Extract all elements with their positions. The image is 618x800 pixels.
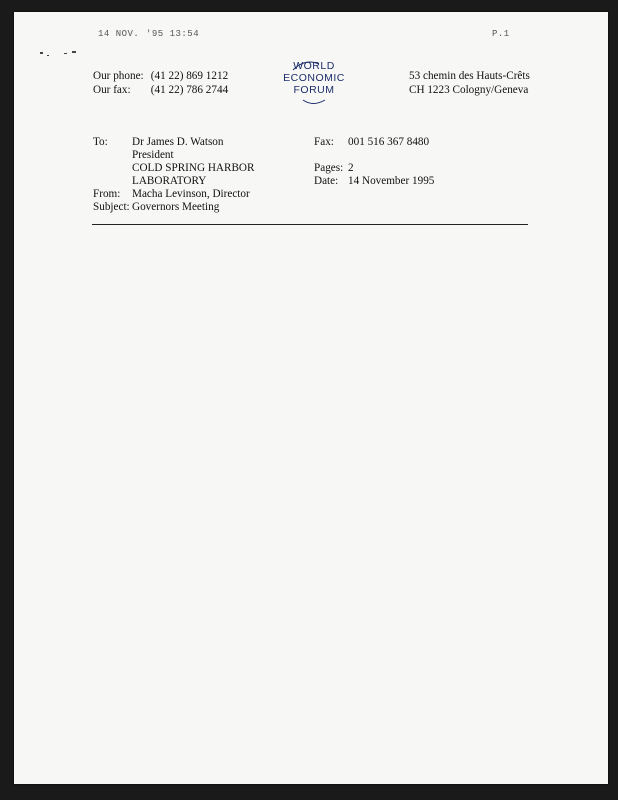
pages-count: 2 [348, 162, 354, 174]
date-label: Date: [314, 175, 339, 187]
recipient-org-line-2: LABORATORY [132, 175, 207, 187]
logo-line-economic: ECONOMIC [283, 72, 345, 84]
contact-block [93, 69, 228, 97]
fax-page [14, 12, 608, 784]
fax-number: (41 22) 786 2744 [150, 84, 229, 96]
subject: Governors Meeting [132, 201, 220, 213]
phone-row [93, 69, 228, 83]
logo-line-world: WORLD [293, 60, 335, 72]
logo-arc-icon [269, 60, 359, 108]
header-divider [92, 224, 528, 225]
pages-label: Pages: [314, 162, 344, 174]
fax-page-number: P.1 [492, 29, 510, 39]
sender: Macha Levinson, Director [132, 188, 250, 200]
recipient-org-line-1: COLD SPRING HARBOR [132, 162, 255, 174]
scan-speck [47, 55, 49, 56]
scan-speck [40, 52, 43, 54]
subject-label: Subject: [93, 201, 130, 213]
recipient-title: President [132, 149, 174, 161]
address-line-2: CH 1223 Cologny/Geneva [409, 84, 529, 96]
scan-speck [72, 51, 76, 53]
recipient-name: Dr James D. Watson [132, 136, 224, 148]
recipient-fax-label: Fax: [314, 136, 334, 148]
fax-label: Our fax: [93, 84, 131, 96]
fax-transmit-date: 14 NOV. [98, 29, 140, 39]
scan-speck [64, 53, 67, 54]
world-economic-forum-logo [269, 60, 359, 96]
to-label: To: [93, 136, 108, 148]
fax-row [93, 83, 228, 97]
memo-date: 14 November 1995 [348, 175, 435, 187]
from-label: From: [93, 188, 121, 200]
recipient-fax-number: 001 516 367 8480 [348, 136, 430, 148]
phone-label: Our phone: [93, 70, 144, 82]
fax-transmit-time: '95 13:54 [146, 29, 200, 39]
address-block [409, 69, 530, 97]
phone-number: (41 22) 869 1212 [150, 70, 229, 82]
address-line-1: 53 chemin des Hauts-Crêts [409, 70, 530, 82]
logo-line-forum: FORUM [293, 84, 335, 96]
